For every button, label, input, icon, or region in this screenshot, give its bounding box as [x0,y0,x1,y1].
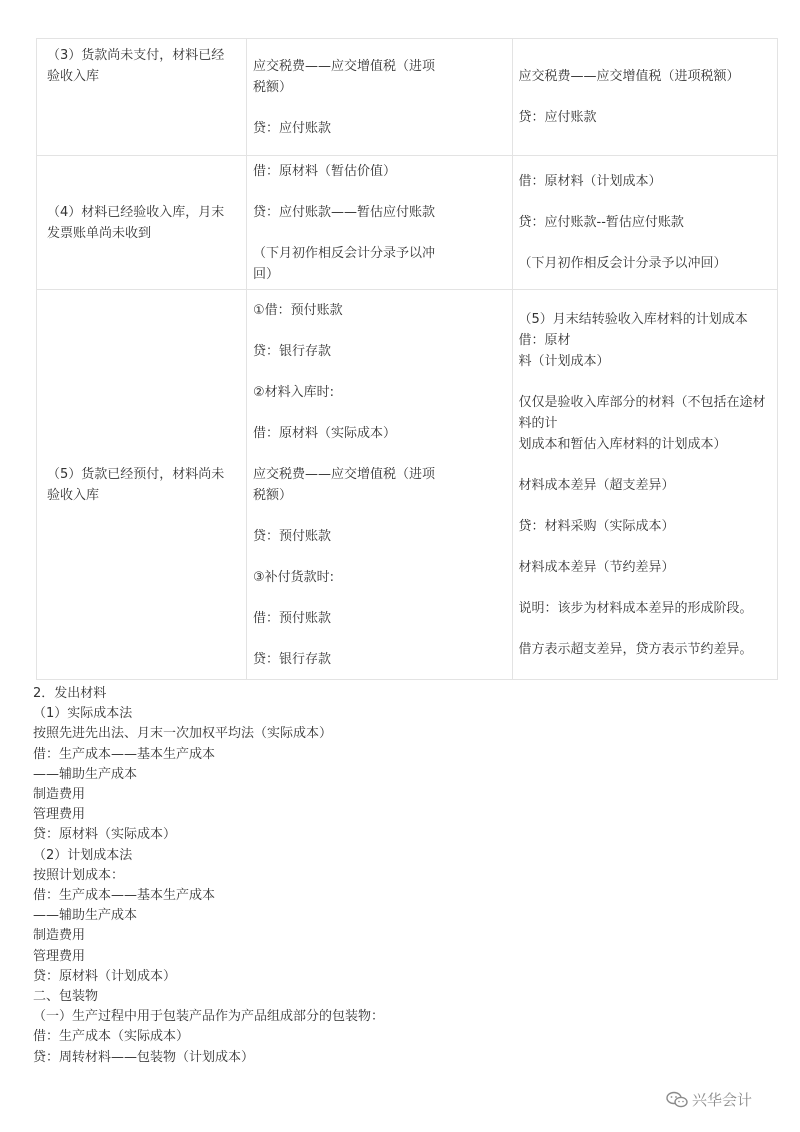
plan-cost-cell [512,39,778,156]
entry-line: 借方表示超支差异，贷方表示节约差异。 [518,642,753,657]
condition-cell [37,156,247,290]
entry-line: 贷：材料采购（实际成本） [518,519,675,534]
entry-line: 仅仅是验收入库部分的材料（不包括在途材料的计 [518,395,766,431]
entry-line: （下月初作相反会计分录予以冲 [253,245,436,261]
body-line: 借：生产成本（实际成本） [33,1029,190,1045]
entry-line: ①借：预付账款 [253,302,343,318]
subsection-heading: （一）生产过程中用于包装产品作为产品组成部分的包装物： [33,1009,385,1025]
plan-cost-cell [512,290,778,680]
entry-line: 应交税费——应交增值税（进项 [253,466,436,482]
journal-entry-table [36,38,778,680]
body-line: 贷：原材料（计划成本） [33,968,177,984]
watermark [666,1089,752,1110]
body-line: 按照计划成本： [33,867,125,883]
condition-text: 发票账单尚未收到 [47,225,152,241]
section-heading: 二、包装物 [33,989,99,1005]
entry-line: 借：原材料（实际成本） [253,425,397,441]
condition-cell [37,39,247,156]
body-line: 管理费用 [33,948,86,964]
entry-line: ③补付货款时: [253,569,335,585]
entry-line: 料（计划成本） [518,354,610,369]
condition-text: （3）货款尚未支付，材料已经 [47,48,225,63]
entry-line: 贷：银行存款 [253,651,332,667]
body-line: 管理费用 [33,807,86,823]
entry-line: 贷：银行存款 [253,343,332,359]
subsection-heading: （2）计划成本法 [33,847,133,863]
entry-line: 划成本和暂估入库材料的计划成本） [518,437,727,452]
table-row [37,39,778,156]
condition-text: （4）材料已经验收入库，月末 [47,204,225,220]
body-line: 按照先进先出法、月末一次加权平均法（实际成本） [33,726,333,742]
body-line: 制造费用 [33,928,86,944]
wechat-icon [666,1091,688,1109]
actual-cost-cell [247,39,513,156]
section-heading: 2．发出材料 [33,686,107,701]
entry-line: 贷：应付账款 [518,110,597,125]
entry-line: 说明：该步为材料成本差异的形成阶段。 [518,601,753,616]
body-line: ——辅助生产成本 [33,766,138,782]
entry-line: 回） [253,266,280,282]
condition-text: 验收入库 [47,69,100,84]
body-line: 借：生产成本——基本生产成本 [33,888,216,904]
body-line: 贷：周转材料——包装物（计划成本） [33,1049,255,1065]
entry-line: 借：原材料（暂估价值） [253,163,397,179]
subsection-heading: （1）实际成本法 [33,706,133,722]
watermark-text: 兴华会计 [692,1091,753,1109]
actual-cost-cell [247,156,513,290]
actual-cost-cell [247,290,513,680]
entry-line: （5）月末结转验收入库材料的计划成本借：原材 [518,312,748,348]
entry-line: 贷：应付账款--暂估应付账款 [518,215,684,230]
entry-line: 贷：预付账款 [253,528,332,544]
table-row [37,290,778,680]
body-line: 贷：原材料（实际成本） [33,827,177,843]
entry-line: 税额） [253,487,293,503]
plan-cost-cell [512,156,778,290]
entry-line: 借：预付账款 [253,610,332,626]
entry-line: ②材料入库时: [253,384,335,400]
entry-line: 税额） [253,79,293,95]
entry-line: 材料成本差异（超支差异） [518,478,675,493]
condition-cell [37,290,247,680]
entry-line: 材料成本差异（节约差异） [518,560,675,575]
entry-line: 贷：应付账款——暂估应付账款 [253,204,436,220]
entry-line: （下月初作相反会计分录予以冲回） [518,256,727,271]
table-row [37,156,778,290]
condition-text: （5）货款已经预付，材料尚未 [47,466,225,482]
body-text [33,684,384,1068]
entry-line: 借：原材料（计划成本） [518,174,662,189]
entry-line: 贷：应付账款 [253,120,332,136]
condition-text: 验收入库 [47,487,100,503]
body-line: 借：生产成本——基本生产成本 [33,746,216,762]
entry-line: 应交税费——应交增值税（进项 [253,58,436,74]
body-line: ——辅助生产成本 [33,908,138,924]
entry-line: 应交税费——应交增值税（进项税额） [518,69,740,84]
body-line: 制造费用 [33,787,86,803]
